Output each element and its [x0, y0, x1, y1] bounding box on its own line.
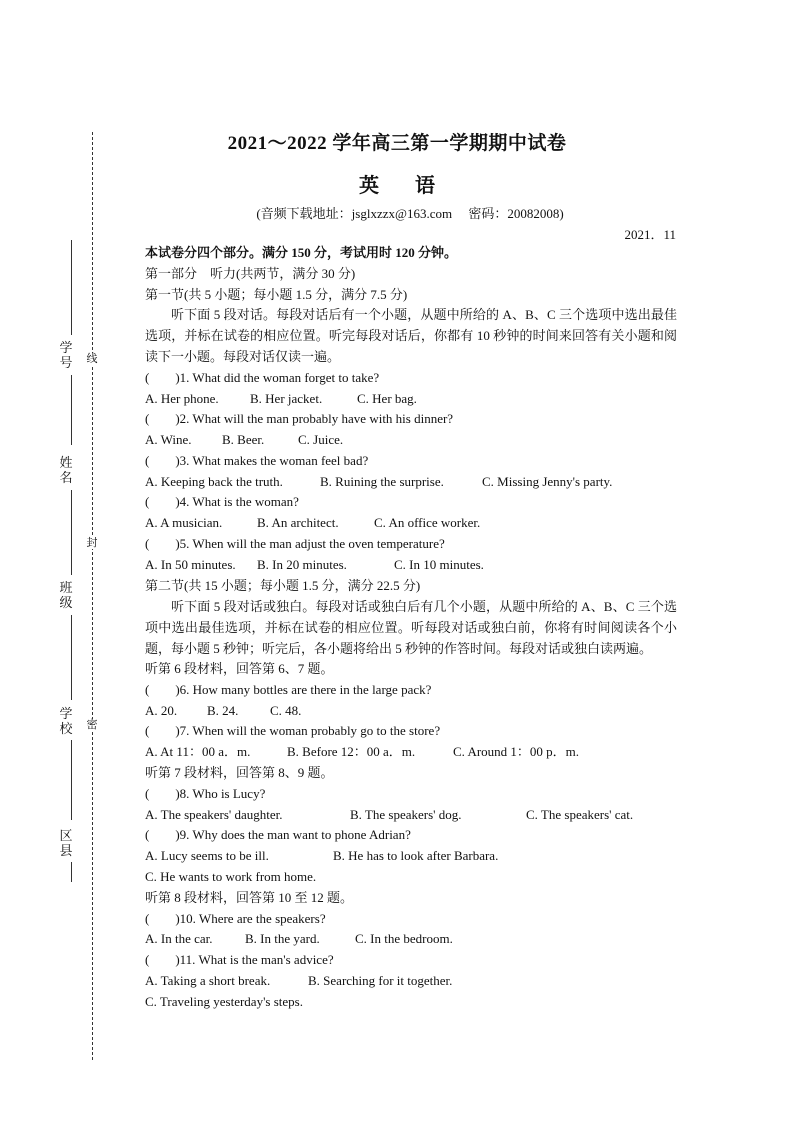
option-b: B. An architect. [257, 515, 339, 530]
option-c: C. Missing Jenny's party. [482, 474, 613, 489]
option-b: B. Beer. [222, 432, 265, 447]
option-b: B. Searching for it together. [308, 973, 453, 988]
option-b: B. He has to look after Barbara. [333, 848, 499, 863]
material-heading: 听第 7 段材料，回答第 8、9 题。 [145, 765, 334, 780]
part-heading: 第一部分 听力(共两节，满分 30 分) [145, 266, 356, 281]
option-a: A. In 50 minutes. [145, 557, 236, 572]
section-heading: 第一节(共 5 小题；每小题 1.5 分，满分 7.5 分) [145, 287, 408, 302]
option-c: C. 48. [270, 703, 302, 718]
subject-title: 英 语 [359, 175, 435, 197]
option-b: B. Her jacket. [250, 391, 323, 406]
option-b: B. Before 12：00 a．m. [287, 744, 416, 759]
option-c: C. He wants to work from home. [145, 869, 317, 884]
option-b: B. In the yard. [245, 931, 320, 946]
option-c: C. An office worker. [374, 515, 481, 530]
side-rule [71, 375, 72, 445]
exam-title: 2021～2022 学年高三第一学期期中试卷 [227, 133, 567, 154]
audio-download-info: (音频下载地址：jsglxzzx@163.com 密码：20082008) [256, 206, 564, 221]
section-instructions: 听下面 5 段对话或独白。每段对话或独白后有几个小题，从题中所给的 A、B、C 三个选项中选出最佳选项，并标在试卷的相应位置。听每段对话或独白前，你将有时间阅读各个小题，每小题 5 秒钟；听完后，各小题将给出 5 秒钟的作答时间。每段对话或独白读两遍。 [145, 599, 677, 656]
option-a: A. A musician. [145, 515, 223, 530]
option-c: C. The speakers' cat. [526, 807, 634, 822]
option-c: C. Juice. [298, 432, 344, 447]
question-stem: ( )2. What will the man probably have with his dinner? [145, 411, 454, 426]
side-label-school: 学校 [59, 706, 73, 736]
side-label-student-id: 学号 [59, 340, 73, 370]
option-a: A. Her phone. [145, 391, 219, 406]
seal-mark-seal: 封 [86, 537, 98, 549]
option-c: C. Around 1：00 p．m. [453, 744, 580, 759]
exam-intro: 本试卷分四个部分。满分 150 分，考试用时 120 分钟。 [145, 245, 458, 260]
option-a: A. The speakers' daughter. [145, 807, 283, 822]
question-stem: ( )9. Why does the man want to phone Adrian? [145, 827, 411, 842]
seal-mark-line: 线 [86, 353, 98, 365]
side-rule [71, 862, 72, 882]
option-c: C. In 10 minutes. [394, 557, 484, 572]
side-rule [71, 240, 72, 335]
option-b: B. The speakers' dog. [350, 807, 462, 822]
seal-mark-secret: 密 [86, 719, 98, 731]
section-instructions: 听下面 5 段对话。每段对话后有一个小题，从题中所给的 A、B、C 三个选项中选出最佳选项，并标在试卷的相应位置。听完每段对话后，你都有 10 秒钟的时间来回答有关小题和阅读下一小题。每段对话仅读一遍。 [145, 307, 677, 364]
side-label-name: 姓名 [59, 455, 73, 485]
option-a: A. Lucy seems to be ill. [145, 848, 269, 863]
question-stem: ( )4. What is the woman? [145, 494, 299, 509]
option-c: C. Her bag. [357, 391, 417, 406]
question-stem: ( )10. Where are the speakers? [145, 911, 326, 926]
material-heading: 听第 6 段材料，回答第 6、7 题。 [145, 661, 334, 676]
question-stem: ( )11. What is the man's advice? [145, 952, 334, 967]
option-a: A. At 11：00 a．m. [145, 744, 251, 759]
side-label-class: 班级 [59, 580, 73, 610]
option-a: A. In the car. [145, 931, 213, 946]
option-a: A. Keeping back the truth. [145, 474, 283, 489]
option-c: C. Traveling yesterday's steps. [145, 994, 303, 1009]
binding-dashed-line [92, 132, 93, 1060]
question-stem: ( )7. When will the woman probably go to the store? [145, 723, 441, 738]
section-heading: 第二节(共 15 小题；每小题 1.5 分，满分 22.5 分) [145, 578, 421, 593]
question-stem: ( )6. How many bottles are there in the large pack? [145, 682, 432, 697]
side-rule [71, 490, 72, 575]
question-stem: ( )3. What makes the woman feel bad? [145, 453, 369, 468]
option-b: B. In 20 minutes. [257, 557, 347, 572]
side-rule [71, 740, 72, 820]
option-a: A. Wine. [145, 432, 192, 447]
option-a: A. Taking a short break. [145, 973, 271, 988]
exam-date: 2021．11 [624, 227, 676, 242]
side-rule [71, 615, 72, 700]
option-b: B. 24. [207, 703, 239, 718]
question-stem: ( )8. Who is Lucy? [145, 786, 266, 801]
option-a: A. 20. [145, 703, 178, 718]
option-b: B. Ruining the surprise. [320, 474, 444, 489]
question-stem: ( )1. What did the woman forget to take? [145, 370, 380, 385]
material-heading: 听第 8 段材料，回答第 10 至 12 题。 [145, 890, 354, 905]
side-label-district: 区县 [59, 828, 73, 858]
question-stem: ( )5. When will the man adjust the oven temperature? [145, 536, 445, 551]
option-c: C. In the bedroom. [355, 931, 453, 946]
